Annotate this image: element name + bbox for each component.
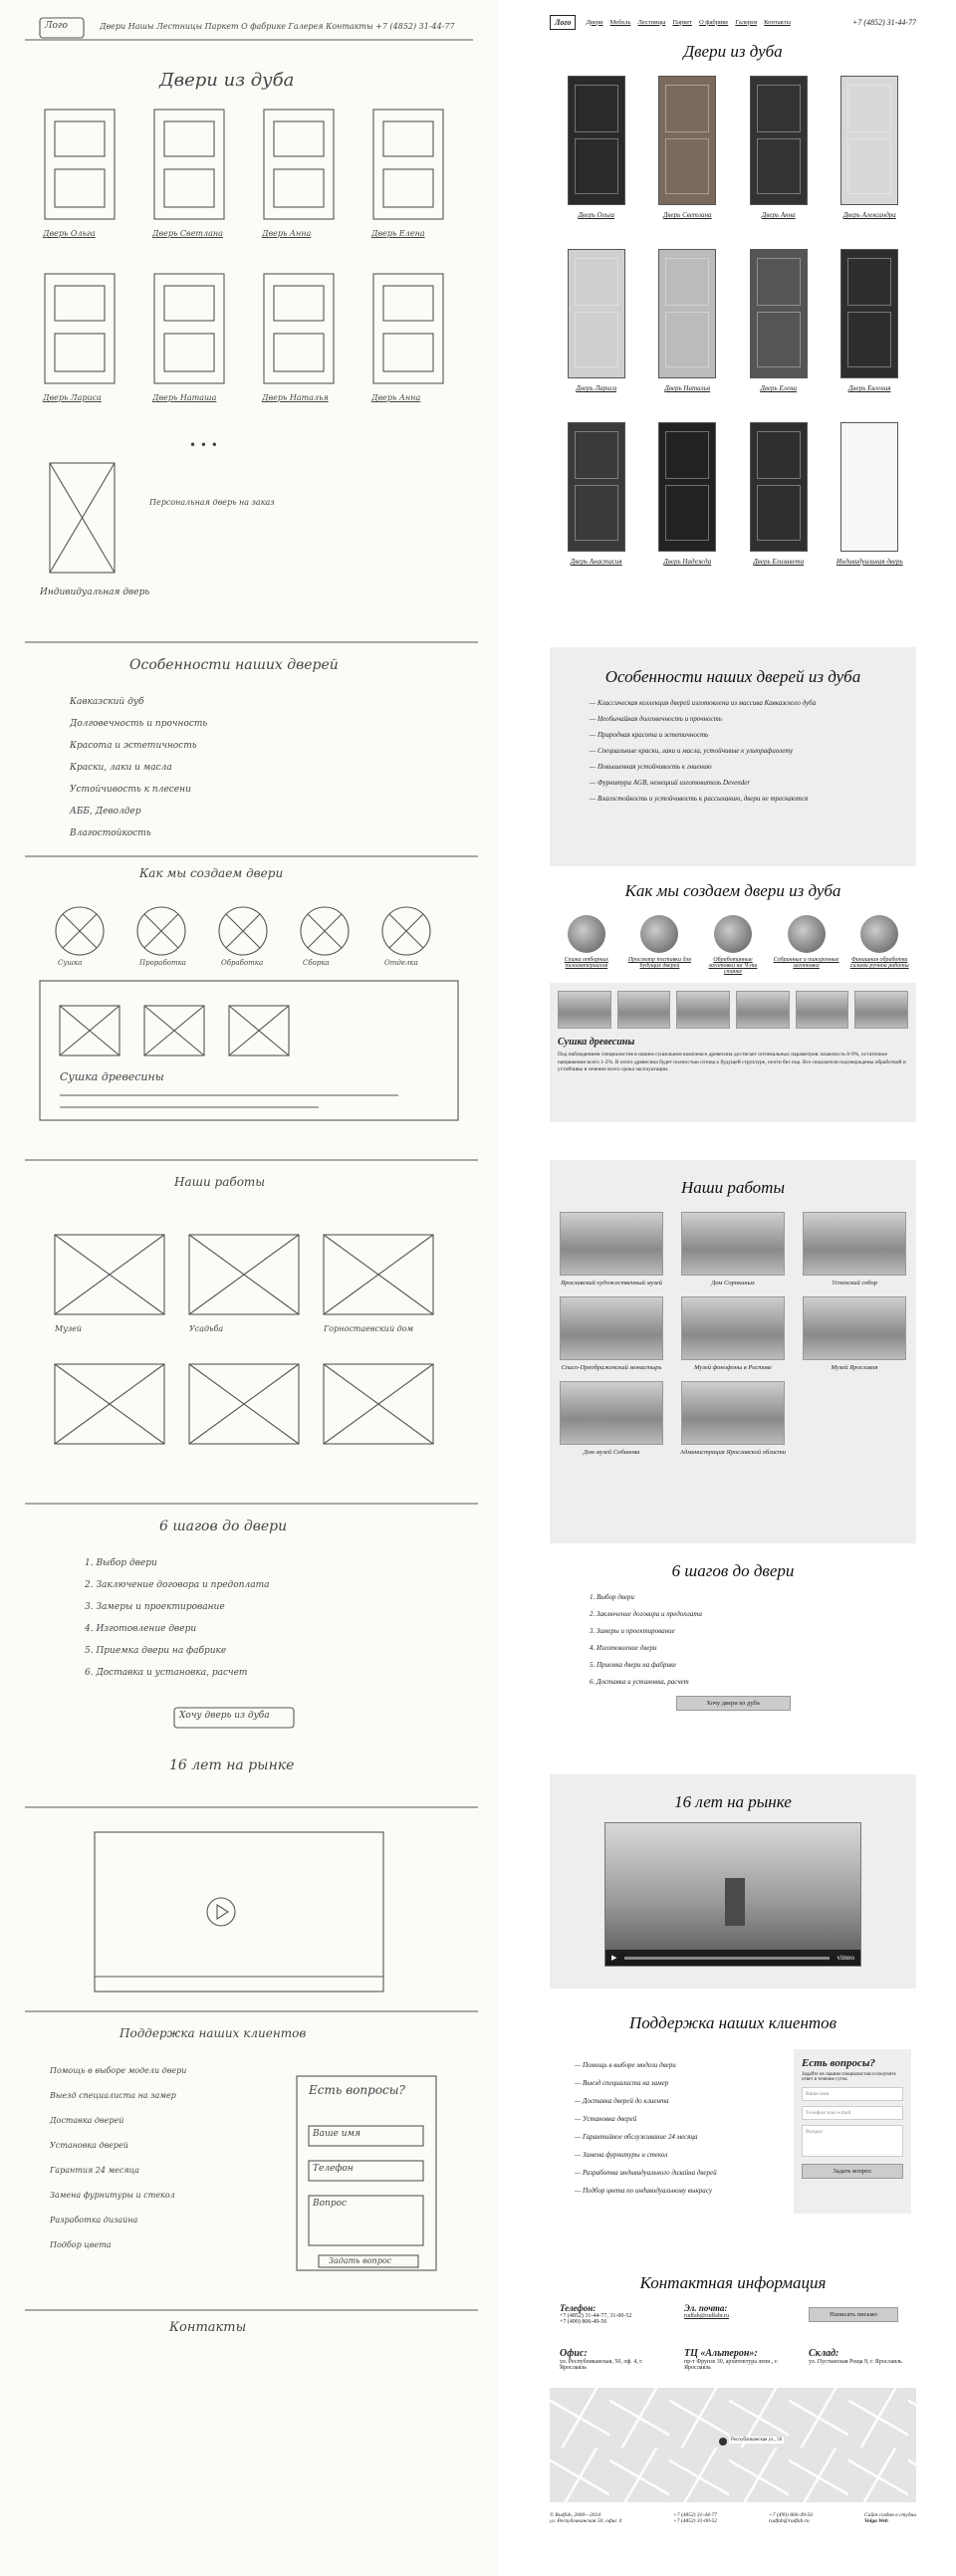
step-item: 3. Замеры и проектирование	[590, 1627, 675, 1635]
feature-item: — Влагостойкость и устойчивость к рассыханию, двери не трескаются	[590, 795, 876, 803]
drying-text: Под наблюдением специалистов в нашем сушильном комплексе древесина достигает оптимальных параметров: влажность 8-9%, остаточное напряжение всего 1-2%. В итоге древесина будет полностью готова к будущей структуре, почти без пор. Все показатели подтверждены обработкой и устойчивы в течение всего срока эксплуатации.	[558, 1052, 906, 1073]
footer	[550, 2512, 916, 2524]
feature-item: — Специальные краски, лаки и масла, устойчивые к ультрафиолету	[590, 747, 876, 755]
feature-item: — Природная красота и эстетичность	[590, 731, 876, 739]
sketch-form-title: Есть вопросы?	[309, 2083, 405, 2097]
nav-stairs[interactable]: Лестницы	[637, 18, 666, 26]
sketch-step-caption: Проработка	[139, 959, 186, 967]
work-card[interactable]	[675, 1381, 791, 1456]
sketch-support-item: Гарантия 24 месяца	[50, 2166, 140, 2175]
footer-studio: Сайт создан в студии	[863, 2512, 916, 2518]
form-title: Есть вопросы?	[802, 2057, 875, 2069]
sketch-drying: Сушка древесины	[60, 1070, 164, 1083]
support-title: Поддержка наших клиентов	[628, 2013, 837, 2032]
form-text: Задайте их нашим специалистам и получите ответ в течение суток	[802, 2072, 896, 2082]
work-card[interactable]	[554, 1381, 669, 1456]
footer-phone-3[interactable]: +7 (499) 806-49-56	[769, 2512, 814, 2518]
sketch-support-item: Доставка дверей	[50, 2116, 124, 2125]
sketch-work-label: Музей	[55, 1324, 83, 1333]
email-block	[684, 2303, 794, 2319]
feature-item: — Классическая коллекция дверей изготовлена из массива Кавказского дуба	[590, 699, 876, 707]
video-building	[725, 1878, 745, 1926]
works-section	[550, 1160, 916, 1543]
door-card[interactable]	[558, 249, 635, 408]
works-title: Наши работы	[681, 1178, 785, 1197]
drying-photo[interactable]	[617, 991, 671, 1029]
stock-block	[809, 2348, 913, 2365]
phone-1[interactable]: +7 (4852) 31-44-77, 31-00-52	[560, 2313, 632, 2319]
door-card[interactable]	[832, 422, 909, 582]
sketch-door-label: Дверь Ольга	[43, 229, 96, 238]
drying-gallery	[558, 991, 908, 1029]
steps-title: 6 шагов до двери	[671, 1561, 795, 1580]
work-photo[interactable]	[560, 1381, 663, 1445]
doors-section	[550, 42, 916, 582]
doors-grid	[550, 62, 916, 582]
sketch-features-title: Особенности наших дверей	[129, 657, 339, 673]
vimeo-brand[interactable]: vimeo	[836, 1954, 854, 1962]
feature-item: — Повышенная устойчивость к гниению	[590, 763, 876, 771]
doors-title: Двери из дуба	[683, 42, 783, 61]
nav-doors[interactable]: Двери	[586, 18, 603, 26]
sketch-feature: Красота и эстетичность	[70, 741, 197, 751]
step-photo[interactable]	[640, 915, 678, 953]
sketch-dots: • • •	[189, 438, 218, 452]
sketch-doors-title: Двери из дуба	[159, 70, 295, 91]
sketch-feature: Краски, лаки и масла	[70, 763, 172, 773]
step-item: 2. Заключение договора и предоплата	[590, 1610, 703, 1618]
step-caption[interactable]: Просмотр поставки для будущих дверей	[627, 957, 691, 969]
sketch-step-caption: Сборка	[303, 959, 330, 967]
sketch-work-label: Горностаевский дом	[324, 1324, 414, 1333]
years-title: 16 лет на рынке	[674, 1792, 792, 1811]
sketch-custom-note: Персональная дверь на заказ	[149, 498, 275, 507]
support-item: — Гарантийное обслуживание 24 месяца	[575, 2133, 789, 2141]
question-input[interactable]: Вопрос	[802, 2125, 903, 2157]
office-block	[560, 2348, 669, 2371]
sketch-want: Хочу дверь из дуба	[179, 1711, 270, 1721]
sketch-support-item: Подбор цвета	[50, 2240, 112, 2249]
mall-address: пр-т Фрунзе 30, архитектура лепн., г. Ярославль	[684, 2359, 779, 2371]
support-item: — Выезд специалиста на замер	[575, 2079, 789, 2087]
logo[interactable]: Лого	[550, 15, 576, 30]
sketch-step-caption: Обработка	[221, 959, 264, 967]
step-caption[interactable]: Собранные и ошкуренные заготовки	[773, 957, 839, 969]
door-card[interactable]	[649, 249, 727, 408]
footer-phone-1[interactable]: +7 (4852) 31-44-77	[673, 2512, 718, 2518]
door-image[interactable]	[750, 76, 808, 205]
sketch-door-label: Дверь Анна	[262, 229, 312, 238]
step-caption[interactable]: Финишная обработка силами ручной работы	[849, 957, 909, 969]
support-item: — Помощь в выборе модели двери	[575, 2061, 789, 2069]
work-caption: Успенский собор	[832, 1280, 877, 1287]
sketch-support-item: Замена фурнитуры и стекол	[50, 2191, 175, 2200]
sketch-create-title: Как мы создаем двери	[139, 866, 284, 880]
create-step[interactable]	[774, 915, 839, 975]
door-image[interactable]	[840, 422, 898, 552]
work-caption: Дом Сорокиных	[711, 1280, 755, 1287]
feature-item: — Необычайная долговечность и прочность	[590, 715, 876, 723]
nav-furniture[interactable]: Мебель	[609, 18, 631, 26]
video-section	[550, 1774, 916, 1989]
door-image[interactable]	[568, 422, 625, 552]
sketch-contacts: Контакты	[169, 2320, 247, 2335]
door-label[interactable]: Дверь Надежда	[663, 558, 712, 566]
ask-button[interactable]: Задать вопрос	[802, 2164, 903, 2179]
features-list	[550, 699, 916, 803]
email-label: Эл. почта:	[684, 2303, 728, 2313]
stock-address: ул. Пустынская Роща 9, г. Ярославль	[809, 2359, 902, 2365]
work-card[interactable]	[797, 1212, 912, 1287]
steps-section	[550, 1553, 916, 1767]
door-card[interactable]	[832, 249, 909, 408]
works-grid	[550, 1212, 916, 1456]
sketch-door-label: Дверь Елена	[371, 229, 425, 238]
steps-list	[590, 1593, 916, 1686]
sketch-step-caption: Отделка	[384, 959, 418, 967]
sketch-support-item: Выезд специалиста на замер	[50, 2091, 176, 2100]
features-title: Особенности наших дверей из дуба	[604, 667, 861, 686]
sketch-door-label: Дверь Светлана	[152, 229, 223, 238]
work-caption: Ярославский художественный музей	[560, 1280, 663, 1287]
door-image[interactable]	[750, 249, 808, 378]
sketch-custom-label: Индивидуальная дверь	[40, 587, 150, 597]
drying-title: Сушка древесины	[558, 1037, 635, 1048]
contact-input[interactable]: Телефон или e-mail	[802, 2106, 903, 2120]
sketch-door-label: Дверь Анна	[371, 393, 421, 402]
drying-photo[interactable]	[854, 991, 908, 1029]
door-image[interactable]	[568, 76, 625, 205]
main-nav	[586, 19, 790, 26]
nav-about[interactable]: О фабрике	[698, 18, 729, 26]
work-card[interactable]	[554, 1212, 669, 1287]
sketch-step: 2. Заключение договора и предоплата	[85, 1580, 270, 1590]
name-input[interactable]: Ваше имя	[802, 2087, 903, 2101]
sketch-support-title: Поддержка наших клиентов	[120, 2026, 307, 2040]
door-image[interactable]	[568, 249, 625, 378]
footer-address: ул. Республиканская 50, офис 4	[550, 2518, 622, 2524]
step-caption[interactable]: Сушка отборных пиломатериалов	[564, 957, 608, 969]
phone-2[interactable]: +7 (499) 806-49-56	[560, 2319, 607, 2325]
video-player[interactable]	[604, 1822, 861, 1967]
mall-block	[684, 2348, 794, 2371]
sketch-step: 3. Замеры и проектирование	[85, 1602, 225, 1612]
sketch-logo: Лого	[45, 21, 68, 31]
door-card[interactable]	[558, 76, 635, 235]
nav-contacts[interactable]: Контакты	[764, 18, 791, 26]
work-photo[interactable]	[560, 1212, 663, 1276]
footer-email[interactable]: rudfab@rudfab.ru	[769, 2518, 810, 2524]
sketch-feature: Долговечность и прочность	[70, 719, 208, 729]
support-item: — Подбор цвета по индивидуальному выкрасу	[575, 2187, 789, 2195]
step-item: 6. Доставка и установка, расчет	[590, 1678, 689, 1686]
sketch-step: 4. Изготовление двери	[85, 1624, 197, 1634]
stock-label: Склад:	[809, 2348, 839, 2359]
work-photo[interactable]	[803, 1296, 906, 1360]
door-card[interactable]	[558, 422, 635, 582]
sketch-form-name: Ваше имя	[313, 2129, 360, 2139]
work-photo[interactable]	[560, 1296, 663, 1360]
header-phone[interactable]: +7 (4852) 31-44-77	[851, 17, 916, 27]
drying-photo[interactable]	[676, 991, 730, 1029]
sketch-feature: Кавказский дуб	[70, 697, 144, 707]
drying-panel	[550, 983, 916, 1122]
step-caption[interactable]: Обработанные заготовки на Ч-ти станке	[708, 957, 758, 975]
nav-parquet[interactable]: Паркет	[672, 18, 692, 26]
door-label[interactable]: Дверь Лариса	[576, 384, 617, 392]
door-label[interactable]: Дверь Светлана	[663, 211, 712, 219]
door-label[interactable]: Дверь Елизавета	[753, 558, 805, 566]
sketch-step: 5. Приемка двери на фабрике	[85, 1646, 227, 1656]
door-image[interactable]	[840, 249, 898, 378]
door-card[interactable]	[740, 422, 818, 582]
door-label[interactable]: Дверь Анна	[761, 211, 796, 219]
door-label[interactable]: Дверь Ольга	[578, 211, 615, 219]
sketch-door-label: Дверь Наташа	[152, 393, 217, 402]
door-label[interactable]: Дверь Александра	[842, 211, 896, 219]
create-steps	[550, 915, 916, 975]
nav-gallery[interactable]: Галерея	[735, 18, 758, 26]
phone-block	[560, 2303, 669, 2325]
sketch-feature: Устойчивость к плесени	[70, 785, 191, 795]
work-caption: Музей фонофоны в Ростове	[694, 1364, 772, 1371]
office-address: ул. Республиканская, 50, оф. 4, г. Ярославль	[560, 2359, 643, 2371]
support-item: — Доставка дверей до клиента	[575, 2097, 789, 2105]
play-icon[interactable]: ▶	[611, 1954, 617, 1962]
drying-photo[interactable]	[796, 991, 849, 1029]
door-card[interactable]	[649, 76, 727, 235]
footer-studio-name[interactable]: Volga Web	[863, 2518, 888, 2524]
sketch-support-item: Помощь в выборе модели двери	[50, 2066, 187, 2075]
progress-bar[interactable]	[624, 1957, 829, 1960]
work-card[interactable]	[554, 1296, 669, 1371]
video-controls	[605, 1950, 860, 1966]
door-card[interactable]	[740, 249, 818, 408]
support-section	[550, 2001, 916, 2265]
support-list	[550, 2051, 789, 2205]
step-photo[interactable]	[568, 915, 605, 953]
map-marker-label: Республиканская ул., 50	[731, 2438, 783, 2443]
door-label[interactable]: Дверь Елена	[760, 384, 798, 392]
mall-label: ТЦ «Альтерон»:	[684, 2348, 758, 2359]
door-image[interactable]	[840, 76, 898, 205]
map[interactable]	[550, 2388, 916, 2502]
door-card[interactable]	[740, 76, 818, 235]
work-photo[interactable]	[803, 1212, 906, 1276]
door-label[interactable]: Дверь Евгения	[848, 384, 891, 392]
step-item: 4. Изготовление двери	[590, 1644, 657, 1652]
site-design	[538, 0, 916, 2576]
sketch-step: 6. Доставка и установка, расчет	[85, 1668, 248, 1678]
step-item: 1. Выбор двери	[590, 1593, 634, 1601]
sketch-steps-title: 6 шагов до двери	[159, 1519, 288, 1534]
work-caption: Дом музей Собинова	[583, 1449, 640, 1456]
step-item: 5. Приемка двери на фабрике	[590, 1661, 677, 1669]
work-card[interactable]	[675, 1212, 791, 1287]
door-card[interactable]	[649, 422, 727, 582]
sketch-nav: Двери Нашы Лестницы Паркет О фабрике Галерея Контакты +7 (4852) 31-44-77	[100, 22, 455, 31]
door-image[interactable]	[750, 422, 808, 552]
work-photo[interactable]	[681, 1212, 785, 1276]
question-form	[794, 2049, 911, 2214]
contacts-section	[550, 2273, 916, 2572]
work-caption: Спасо-Преображенский монастырь	[561, 1364, 662, 1371]
door-label[interactable]: Дверь Наталья	[664, 384, 711, 392]
door-image[interactable]	[658, 76, 716, 205]
door-image[interactable]	[658, 249, 716, 378]
want-door-button[interactable]: Хочу двери из дуба	[676, 1696, 791, 1711]
work-photo[interactable]	[681, 1381, 785, 1445]
work-caption: Администрация Ярославской области	[680, 1449, 786, 1456]
step-photo[interactable]	[860, 915, 898, 953]
create-step[interactable]	[846, 915, 912, 975]
step-photo[interactable]	[714, 915, 752, 953]
sketch-support-item: Разработка дизайна	[50, 2216, 138, 2225]
create-section	[550, 881, 916, 1150]
create-step[interactable]	[554, 915, 619, 975]
work-photo[interactable]	[681, 1296, 785, 1360]
map-marker-icon[interactable]	[719, 2438, 727, 2446]
sketch-support-item: Установка дверей	[50, 2141, 128, 2150]
create-title: Как мы создаем двери из дуба	[624, 881, 841, 900]
write-letter-button[interactable]: Написать письмо	[809, 2307, 898, 2322]
door-card[interactable]	[832, 76, 909, 235]
footer-phone-2[interactable]: +7 (4852) 31-00-52	[673, 2518, 718, 2524]
office-label: Офис:	[560, 2348, 588, 2359]
header	[550, 12, 916, 32]
create-step[interactable]	[700, 915, 766, 975]
work-caption: Музей Ярославля	[831, 1364, 878, 1371]
drying-photo[interactable]	[736, 991, 790, 1029]
work-card[interactable]	[797, 1296, 912, 1371]
support-item: — Замена фурнитуры и стекол	[575, 2151, 789, 2159]
feature-item: — Фурнитура AGB, немецкий изготовитель Devender	[590, 779, 876, 787]
sketch-form-question: Вопрос	[313, 2199, 348, 2209]
support-item: — Разработка индивидуального дизайна дверей	[575, 2169, 789, 2177]
sketch-form-button: Задать вопрос	[329, 2256, 392, 2265]
door-image[interactable]	[658, 422, 716, 552]
phone-label: Телефон:	[560, 2303, 597, 2313]
sketch-feature: Влагостойкость	[70, 828, 151, 838]
features-section	[550, 647, 916, 866]
door-label[interactable]: Дверь Анастасия	[570, 558, 622, 566]
contacts-title: Контактная информация	[639, 2273, 827, 2292]
create-step[interactable]	[626, 915, 692, 975]
email-link[interactable]: rudfab@rudfabr.ru	[684, 2313, 730, 2319]
drying-photo[interactable]	[558, 991, 611, 1029]
door-label[interactable]: Индивидуальная дверь	[836, 558, 903, 566]
support-item: — Установка дверей	[575, 2115, 789, 2123]
sketch-step: 1. Выбор двери	[85, 1558, 157, 1568]
sketch-works-title: Наши работы	[174, 1175, 266, 1189]
sketch-door-label: Дверь Наталья	[262, 393, 329, 402]
sketch-years: 16 лет на рынке	[169, 1757, 295, 1773]
step-photo[interactable]	[788, 915, 826, 953]
sketch-work-label: Усадьба	[189, 1324, 224, 1333]
work-card[interactable]	[675, 1296, 791, 1371]
sketch-door-label: Дверь Лариса	[43, 393, 102, 402]
sketch-form-phone: Телефон	[313, 2164, 354, 2174]
sketch-feature: АББ, Деволдер	[70, 807, 141, 817]
footer-copyright: © Rudfab, 2000—2014	[550, 2512, 601, 2518]
sketch-step-caption: Сушка	[58, 959, 83, 967]
